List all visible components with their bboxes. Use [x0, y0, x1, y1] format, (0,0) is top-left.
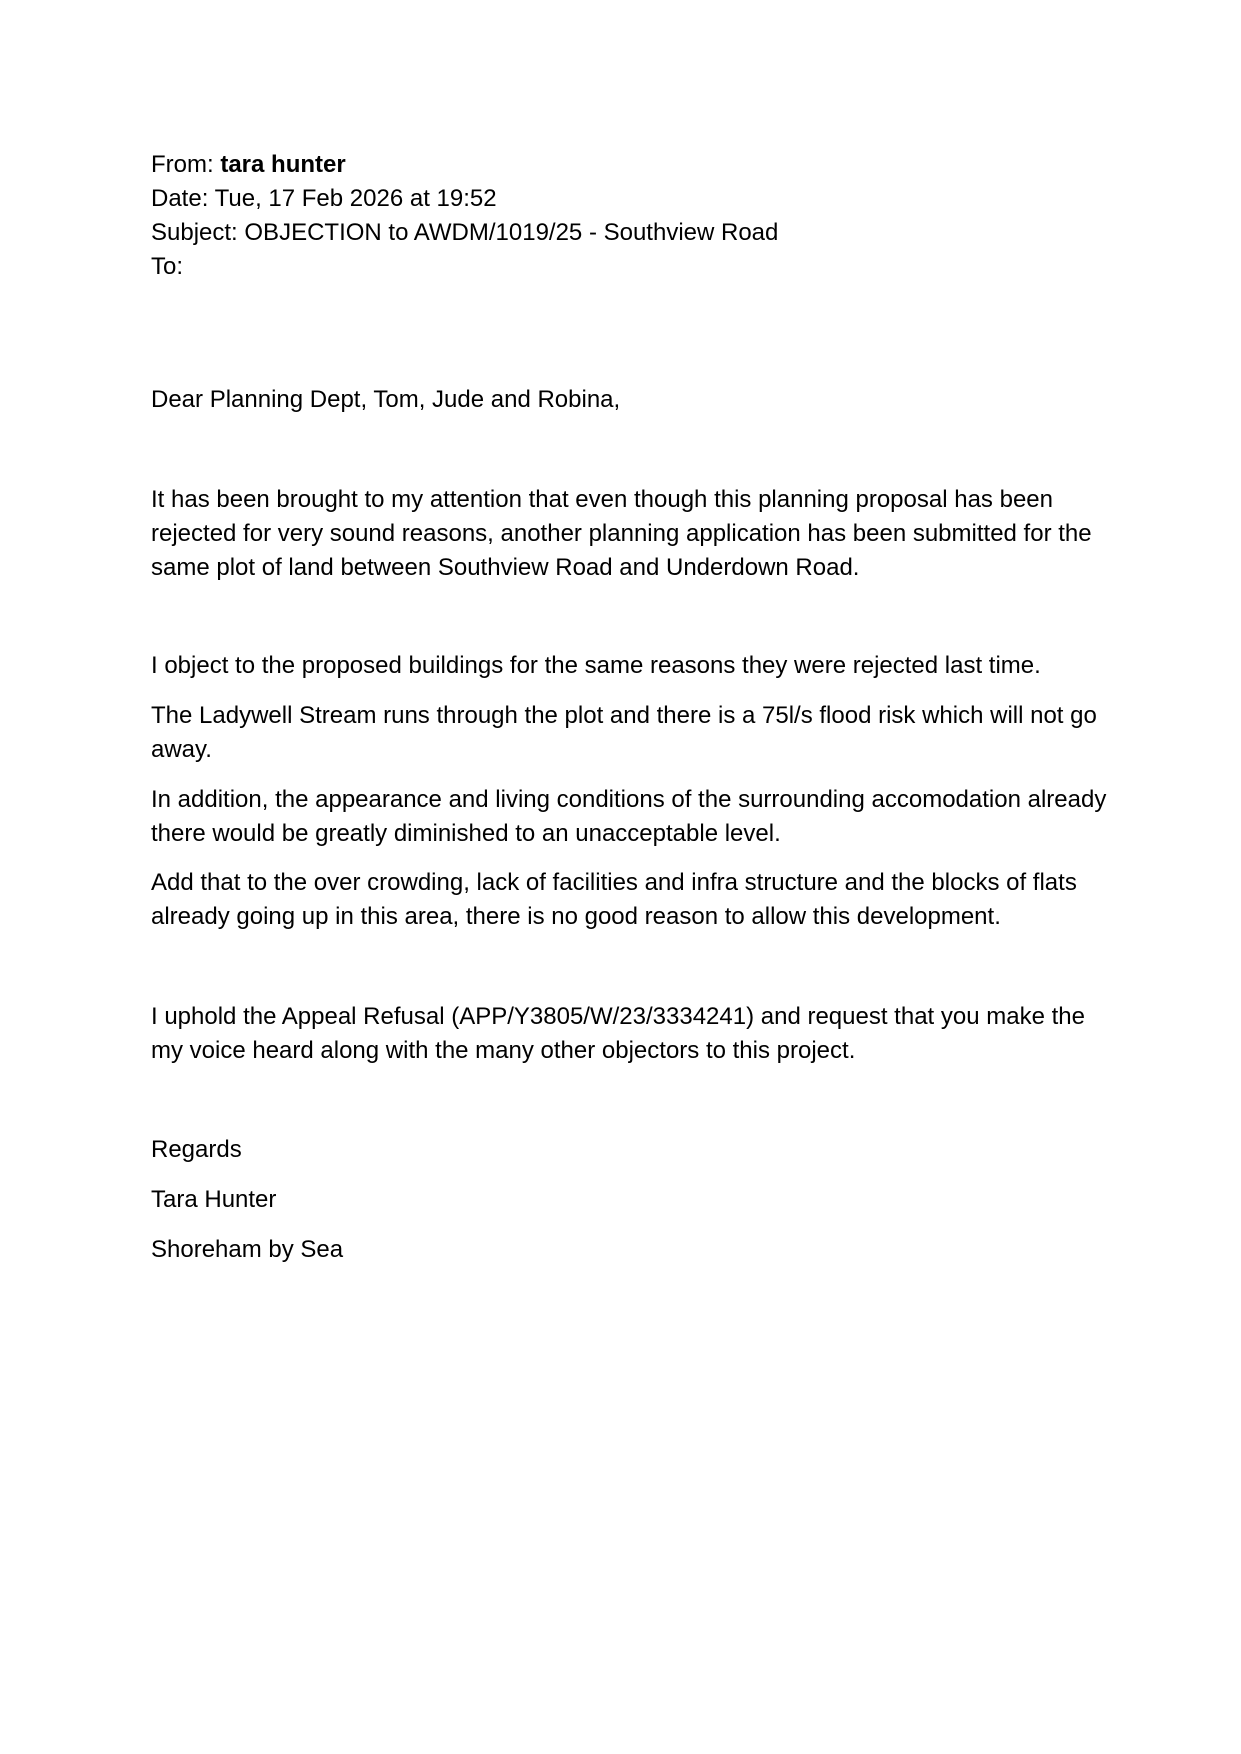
from-line [151, 148, 1111, 182]
email-header [151, 148, 1111, 284]
from-name: tara hunter [220, 151, 346, 178]
paragraph-overcrowding: Add that to the over crowding, lack of facilities and infra structure and the blocks of flats already going up in this area, there is no good reason to allow this development. [151, 869, 1077, 930]
subject-line: Subject: OBJECTION to AWDM/1019/25 - Southview Road [151, 219, 779, 246]
signature-location: Shoreham by Sea [151, 1236, 344, 1263]
to-line: To: [151, 253, 184, 280]
paragraph-intro: It has been brought to my attention that even though this planning proposal has been rejected for very sound reasons, another planning application has been submitted for the same plot of land between Southview Road and Underdown Road. [151, 486, 1092, 581]
paragraph-appearance: In addition, the appearance and living conditions of the surrounding accomodation already there would be greatly diminished to an unacceptable level. [151, 786, 1107, 847]
from-label: From: [151, 151, 214, 178]
paragraph-flood-risk: The Ladywell Stream runs through the plot and there is a 75l/s flood risk which will not go away. [151, 702, 1097, 763]
salutation: Dear Planning Dept, Tom, Jude and Robina, [151, 386, 621, 413]
paragraph-appeal: I uphold the Appeal Refusal (APP/Y3805/W/23/3334241) and request that you make the my voice heard along with the many other objectors to this project. [151, 1003, 1085, 1064]
date-line: Date: Tue, 17 Feb 2026 at 19:52 [151, 185, 497, 212]
signature-name: Tara Hunter [151, 1186, 277, 1213]
paragraph-objection: I object to the proposed buildings for the same reasons they were rejected last time. [151, 652, 1041, 679]
closing: Regards [151, 1136, 242, 1163]
